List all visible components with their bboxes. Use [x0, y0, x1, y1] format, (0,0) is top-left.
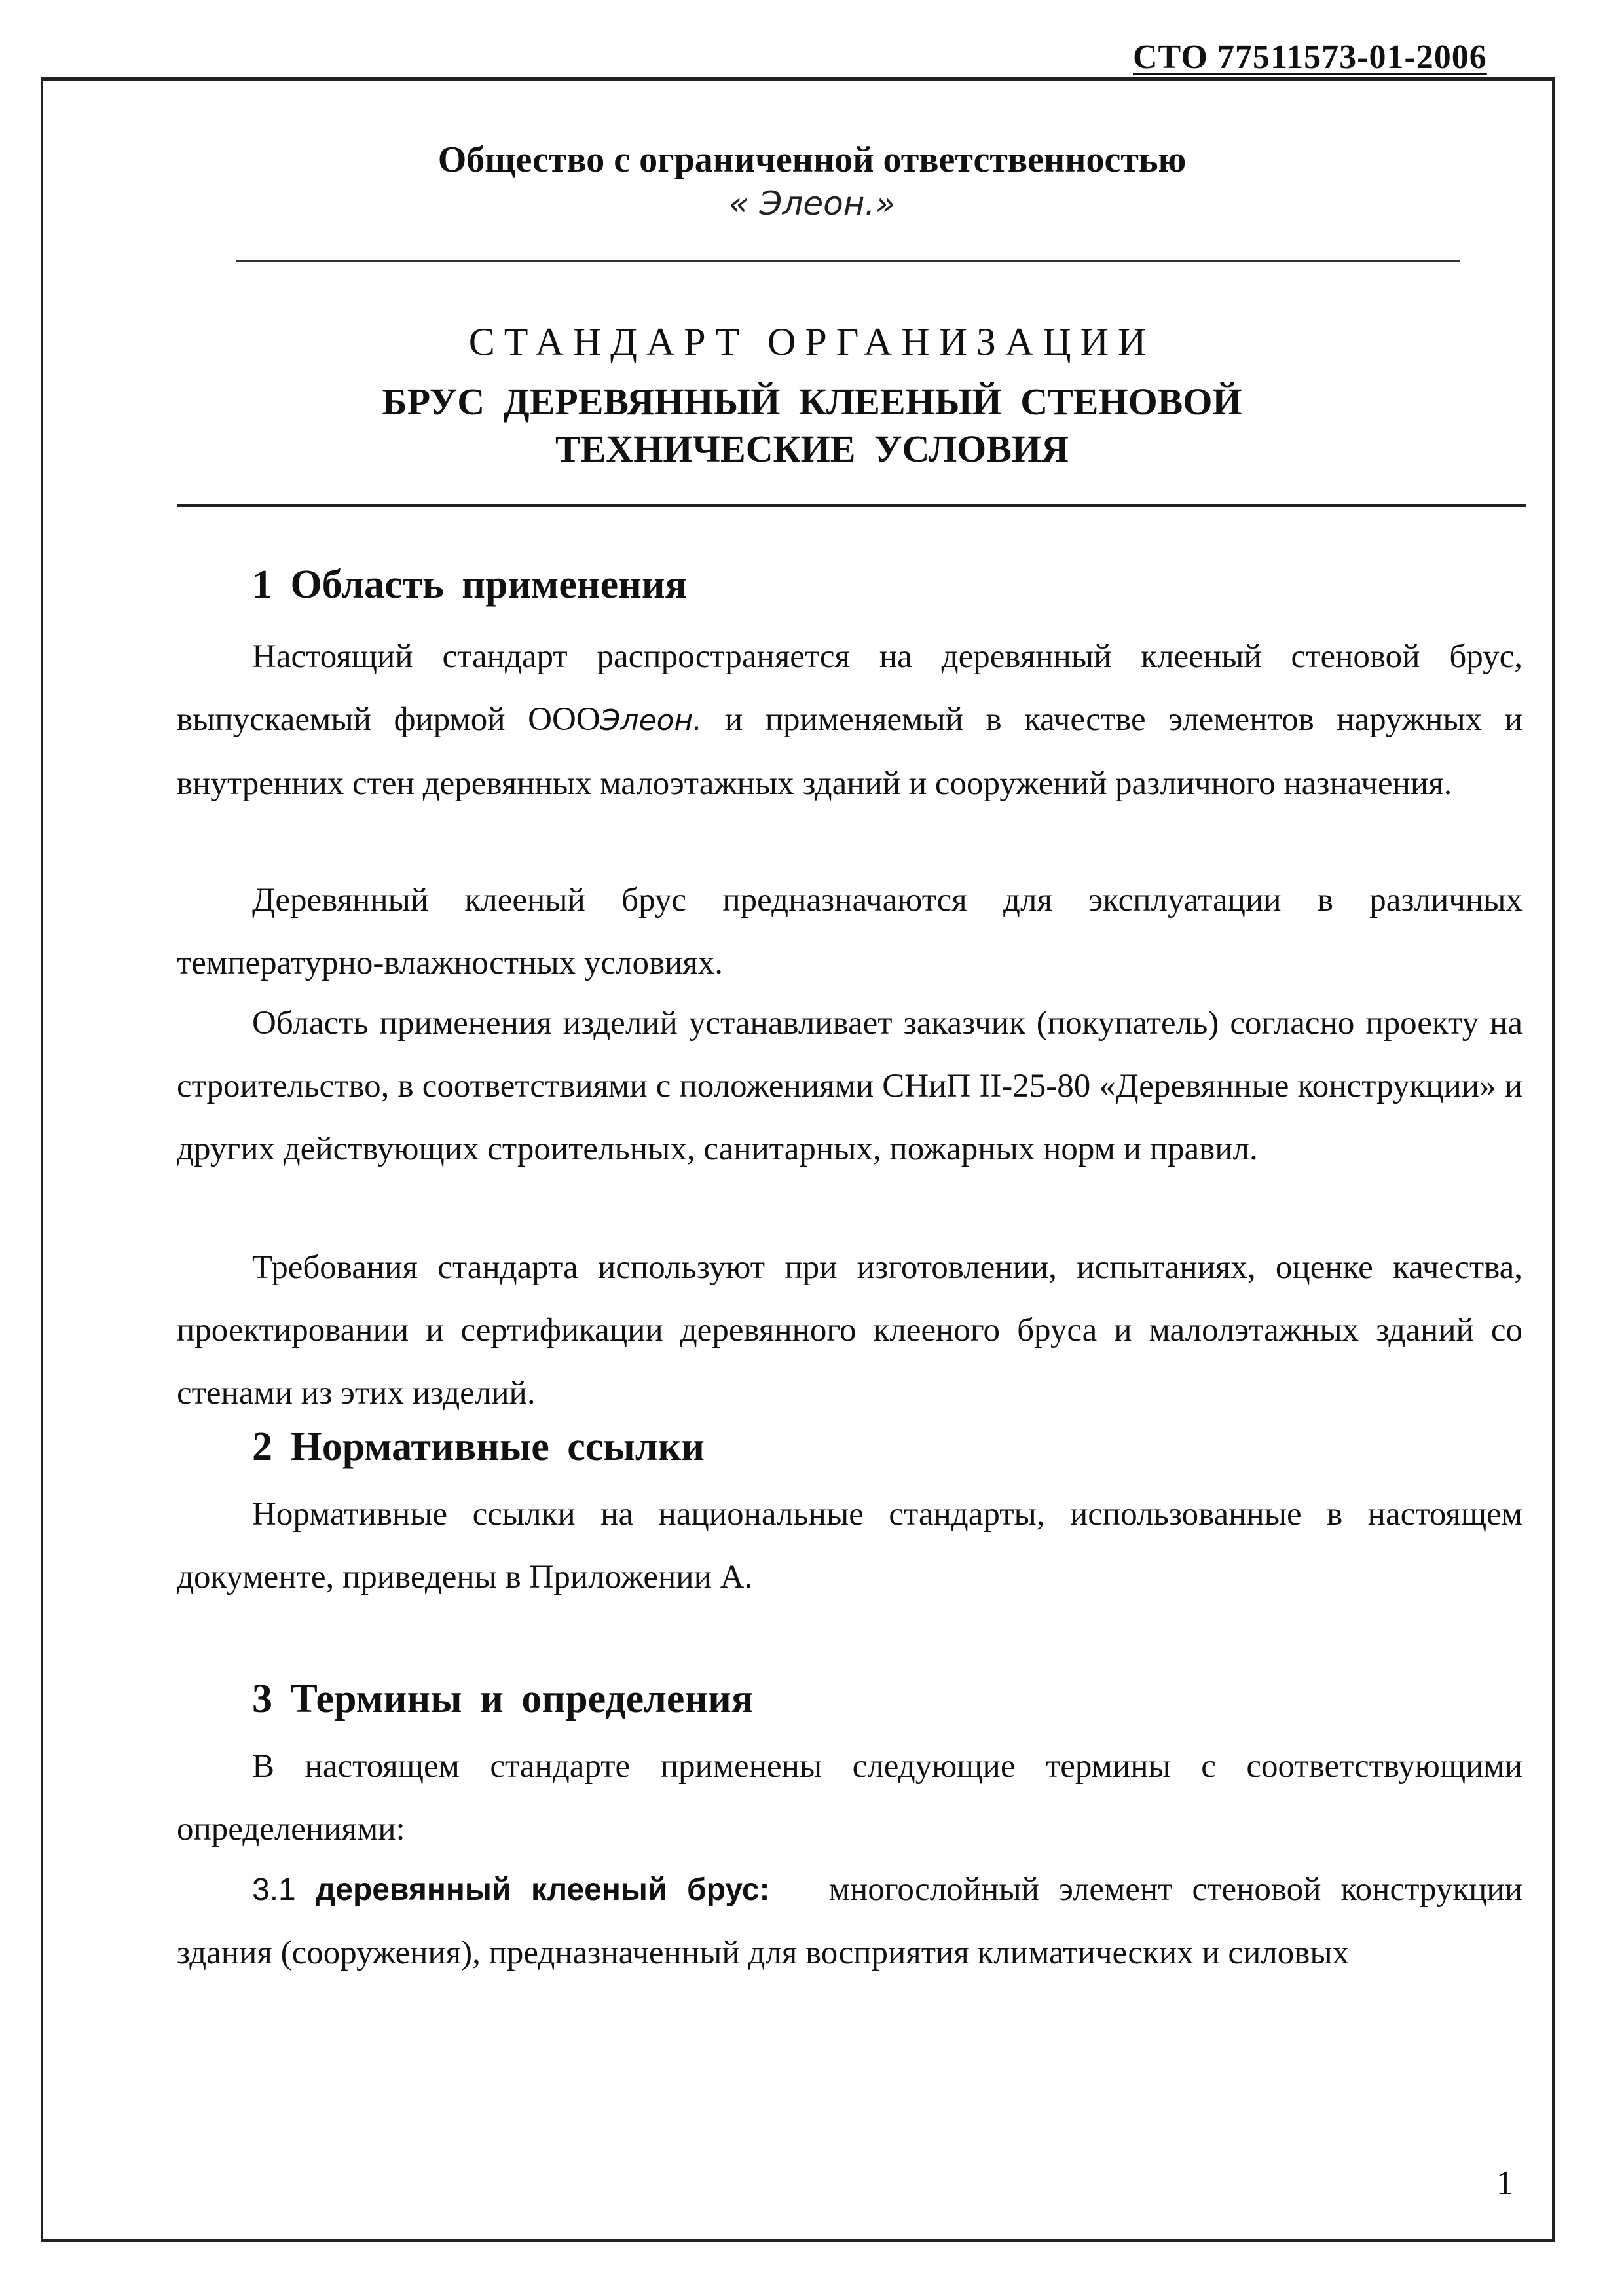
standard-title-line2: ТЕХНИЧЕСКИЕ УСЛОВИЯ — [555, 428, 1069, 470]
organization-name: « Элеон.» — [728, 185, 896, 223]
standard-kind: СТАНДАРТ ОРГАНИЗАЦИИ — [468, 320, 1156, 363]
definition-term: деревянный клееный брус: — [315, 1872, 770, 1907]
definition-3-1 — [177, 1858, 1522, 1984]
section-1-paragraph-2: Деревянный клееный брус предназначаются для эксплуатации в различных температурно-влажностных условиях. — [177, 882, 1522, 981]
definition-number: 3.1 — [252, 1872, 296, 1907]
standard-title — [0, 378, 1624, 473]
section-1-paragraph-1: Настоящий стандарт распространяется на деревянный клееный стеновой брус, выпускаемый фирмой ОООЭлеон. и применяемый в качестве элементов наружных и внутренних стен деревянных малоэтажных зданий и сооружений различного назначения. — [177, 638, 1522, 802]
page-number: 1 — [1496, 2164, 1513, 2202]
section-3-heading: 3 Термины и определения — [252, 1677, 754, 1721]
section-1-heading: 1 Область применения — [252, 562, 688, 607]
header-divider — [236, 260, 1460, 262]
title-divider — [177, 504, 1526, 507]
section-1-paragraph-4: Требования стандарта используют при изготовлении, испытаниях, оценке качества, проектировании и сертификации деревянного клееного бруса и малолэтажных зданий со стенами из этих изделий. — [177, 1249, 1522, 1412]
company-name-handwritten: Элеон. — [600, 704, 703, 737]
section-2-paragraph-1: Нормативные ссылки на национальные стандарты, использованные в настоящем документе, приведены в Приложении А. — [177, 1496, 1522, 1595]
definition-text: многослойный элемент стеновой конструкции здания (сооружения), предназначенный для восприятия климатических и силовых — [177, 1871, 1522, 1971]
section-3-paragraph-1: В настоящем стандарте применены следующие термины с соответствующими определениями: — [177, 1748, 1522, 1848]
standard-title-line1: БРУС ДЕРЕВЯННЫЙ КЛЕЕНЫЙ СТЕНОВОЙ — [382, 380, 1242, 423]
section-2-heading: 2 Нормативные ссылки — [252, 1425, 705, 1469]
document-code: СТО 77511573-01-2006 — [1133, 39, 1487, 76]
section-1-paragraph-3: Область применения изделий устанавливает заказчик (покупатель) согласно проекту на строительство, в соответствиями с положениями СНиП II-25-80 «Деревянные конструкции» и других действующих строительных, санитарных, пожарных норм и правил. — [177, 1005, 1522, 1167]
organization-title: Общество с ограниченной ответственностью — [437, 139, 1187, 180]
